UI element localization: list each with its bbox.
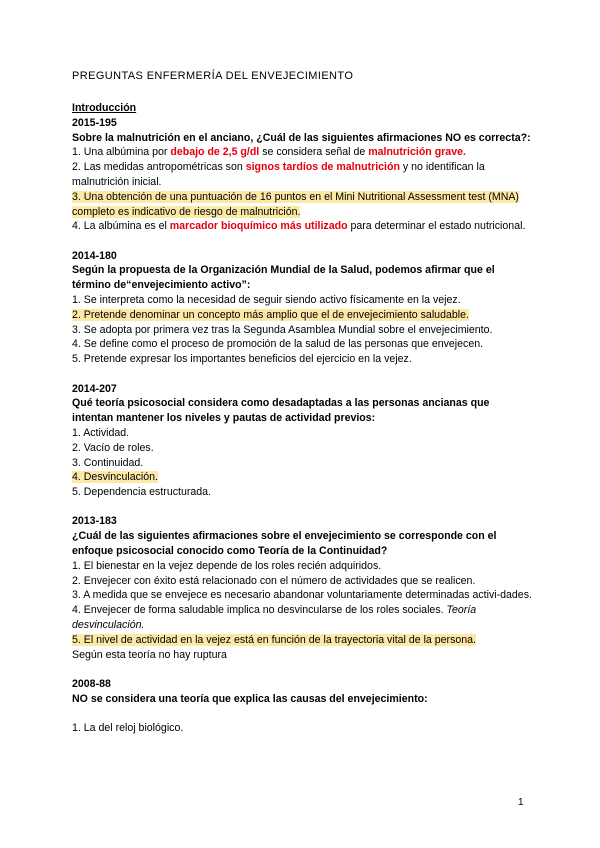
answer-option: 3. A medida que se envejece es necesario abandonar voluntariamente determinadas activi-dades. [72,589,532,602]
spacer [72,662,532,677]
answer-option [72,219,532,234]
option-text: 4. La albúmina es el [72,220,170,233]
option-text: y no identifican la malnutrición inicial. [72,161,485,188]
answer-option-correct [72,470,532,485]
question-block-2008-88 [72,677,532,736]
spacer [72,706,532,721]
answer-option: 2. Vacío de roles. [72,441,154,454]
document-title: PREGUNTAS ENFERMERÍA DEL ENVEJECIMIENTO [72,70,354,82]
question-block-2014-207 [72,382,532,500]
answer-option-correct [72,633,532,648]
question-code: 2008-88 [72,677,111,690]
question-block-2013-183 [72,514,532,662]
answer-option-correct [72,190,532,220]
spacer [72,500,532,515]
page-number: 1 [518,797,524,808]
answer-option: 1. El bienestar en la vejez depende de los roles recién adquiridos. [72,559,382,572]
question-text: ¿Cuál de las siguientes afirmaciones sobre el envejecimiento se corresponde con el enfoque psicosocial conocido como Teoría de la Continuidad? [72,530,497,558]
answer-option: 1. Actividad. [72,426,130,439]
question-block-2015-195 [72,116,532,234]
answer-option: 5. Pretende expresar los importantes beneficios del ejercicio en la vejez. [72,353,412,366]
answer-option [72,603,532,633]
section-heading: Introducción [72,102,137,114]
question-block-2014-180 [72,249,532,367]
italic-note: Teoría desvinculación. [72,604,477,631]
answer-option: 2. Envejecer con éxito está relacionado con el número de actividades que se realicen. [72,574,476,587]
question-code: 2014-180 [72,249,117,262]
highlighted-answer: 5. El nivel de actividad en la vejez está en función de la trayectoria vital de la persona. [72,633,476,646]
question-text: Según la propuesta de la Organización Mundial de la Salud, podemos afirmar que el término de“envejecimiento activo”: [72,264,495,292]
answer-option: 5. Dependencia estructurada. [72,486,211,499]
spacer [72,367,532,382]
answer-option: 1. La del reloj biológico. [72,721,184,734]
red-emphasis: signos tardíos de malnutrición [245,161,400,174]
highlighted-answer: 2. Pretende denominar un concepto más amplio que el de envejecimiento saludable. [72,308,469,321]
question-code: 2013-183 [72,515,117,528]
option-text: para determinar el estado nutricional. [347,220,526,233]
option-text: 1. Una albúmina por [72,146,171,159]
red-emphasis: marcador bioquímico más utilizado [169,220,348,233]
answer-option: 4. Se define como el proceso de promoción de la salud de las personas que envejecen. [72,338,484,351]
option-text: 4. Envejecer de forma saludable implica no desvincularse de los roles sociales. [72,604,447,617]
question-text: Sobre la malnutrición en el anciano, ¿Cuál de las siguientes afirmaciones NO es correcta?: [72,131,531,144]
red-emphasis: malnutrición grave. [368,146,466,159]
option-text: se considera señal de [259,146,369,159]
answer-option [72,145,532,160]
option-text: 2. Las medidas antropométricas son [72,161,246,174]
answer-option: 1. Se interpreta como la necesidad de seguir siendo activo físicamente en la vejez. [72,294,461,307]
highlighted-answer: 3. Una obtención de una puntuación de 16 puntos en el Mini Nutritional Assessment test (MNA) completo es indicativo de riesgo de malnutrición. [72,190,519,218]
question-code: 2014-207 [72,382,117,395]
red-emphasis: debajo de 2,5 g/dl [170,146,260,159]
document-content [72,101,532,736]
question-code: 2015-195 [72,116,117,129]
question-text: Qué teoría psicosocial considera como desadaptadas a las personas ancianas que intentan mantener los niveles y pautas de actividad previos: [72,397,490,425]
question-text: NO se considera una teoría que explica las causas del envejecimiento: [72,692,428,705]
answer-option [72,160,532,190]
spacer [72,234,532,249]
answer-option-correct [72,308,532,323]
highlighted-answer: 4. Desvinculación. [72,471,158,484]
answer-option: 3. Se adopta por primera vez tras la Segunda Asamblea Mundial sobre el envejecimiento. [72,323,493,336]
explanation-note: Según esta teoría no hay ruptura [72,648,227,661]
answer-option: 3. Continuidad. [72,456,144,469]
